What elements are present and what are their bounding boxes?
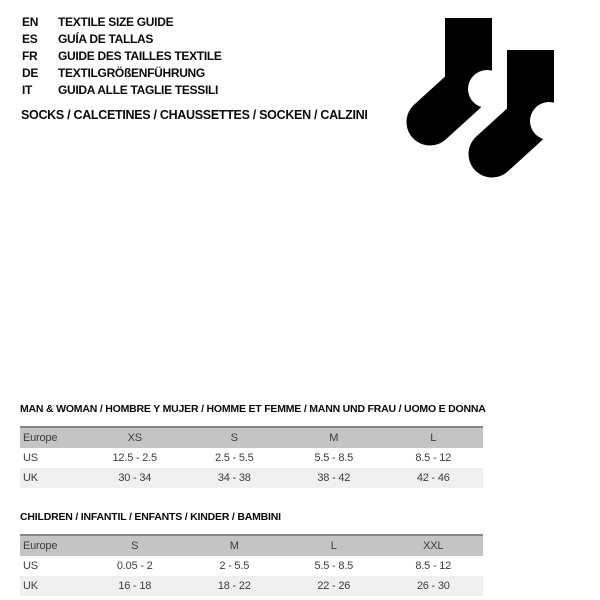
table-cell: 2 - 5.5	[219, 560, 250, 572]
language-row-it	[22, 81, 222, 98]
table-cell: 34 - 38	[217, 472, 251, 484]
row-label: US	[23, 560, 38, 572]
table-cell: 38 - 42	[317, 472, 351, 484]
table-cell: 8.5 - 12	[415, 560, 452, 572]
column-header: XXL	[423, 540, 444, 552]
sock-left-shape	[430, 18, 506, 122]
language-title: GUIDA ALLE TAGLIE TESSILI	[58, 82, 219, 97]
language-code: DE	[22, 65, 39, 80]
language-row-en	[22, 13, 222, 30]
children-title: CHILDREN / INFANTIL / ENFANTS / KINDER / BAMBINI	[20, 511, 281, 523]
language-code: ES	[22, 31, 38, 46]
table-cell: 16 - 18	[118, 580, 152, 592]
table-header-row	[20, 535, 483, 556]
table-cell: 0.05 - 2	[116, 560, 153, 572]
table-cell: 12.5 - 2.5	[112, 452, 157, 464]
table-row-us	[20, 448, 483, 468]
language-list	[22, 13, 222, 98]
row-label: UK	[23, 580, 38, 592]
language-code: FR	[22, 48, 38, 63]
category-line: SOCKS / CALCETINES / CHAUSSETTES / SOCKEN / CALZINI	[21, 108, 368, 122]
table-cell: 5.5 - 8.5	[314, 452, 354, 464]
row-label: UK	[23, 472, 38, 484]
column-header: Europe	[23, 432, 58, 444]
column-header: M	[229, 540, 239, 552]
table-header-row	[20, 427, 483, 448]
sock-right-shape	[492, 50, 568, 154]
language-title: GUÍA DE TALLAS	[58, 31, 154, 46]
language-title: TEXTILGRÖßENFÜHRUNG	[58, 65, 205, 80]
table-row-uk	[20, 468, 483, 488]
table-cell: 18 - 22	[217, 580, 251, 592]
children-section	[20, 511, 483, 596]
column-header: S	[230, 432, 238, 444]
row-label: US	[23, 452, 38, 464]
language-row-fr	[22, 47, 222, 64]
man-woman-title: MAN & WOMAN / HOMBRE Y MUJER / HOMME ET FEMME / MANN UND FRAU / UOMO E DONNA	[20, 403, 486, 415]
man-woman-size-table	[20, 426, 483, 488]
table-cell: 30 - 34	[118, 472, 152, 484]
socks-icon	[400, 5, 580, 185]
column-header: Europe	[23, 540, 58, 552]
table-cell: 42 - 46	[416, 472, 450, 484]
table-cell: 5.5 - 8.5	[314, 560, 354, 572]
column-header: XS	[127, 432, 142, 444]
table-cell: 2.5 - 5.5	[214, 452, 254, 464]
language-row-es	[22, 30, 222, 47]
table-cell: 26 - 30	[416, 580, 450, 592]
children-size-table	[20, 534, 483, 596]
man-woman-section	[20, 403, 486, 488]
language-title: GUIDE DES TAILLES TEXTILE	[58, 48, 222, 63]
column-header: L	[430, 432, 437, 444]
language-code: IT	[22, 82, 33, 97]
language-row-de	[22, 64, 222, 81]
table-cell: 22 - 26	[317, 580, 351, 592]
language-code: EN	[22, 14, 39, 29]
column-header: M	[329, 432, 339, 444]
language-title: TEXTILE SIZE GUIDE	[58, 14, 174, 29]
table-row-us	[20, 556, 483, 576]
table-row-uk	[20, 576, 483, 596]
column-header: L	[330, 540, 337, 552]
table-cell: 8.5 - 12	[415, 452, 452, 464]
column-header: S	[131, 540, 139, 552]
